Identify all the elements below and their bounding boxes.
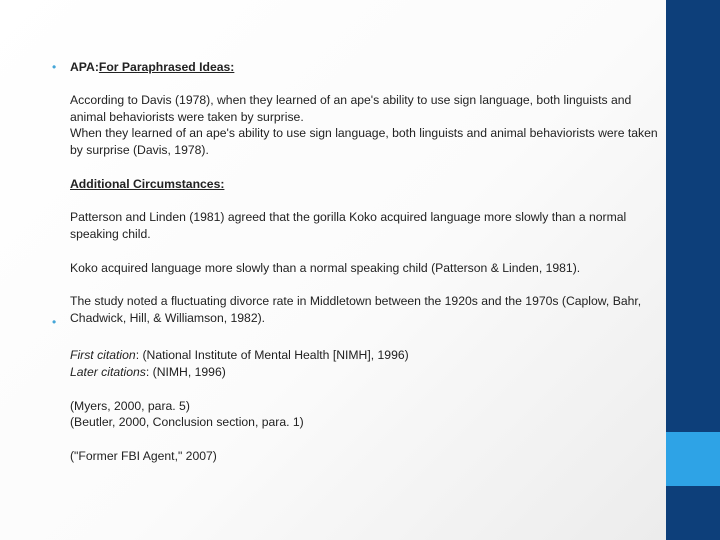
additional-circumstances-heading: Additional Circumstances:	[70, 177, 225, 191]
first-citation-label: First citation	[70, 348, 136, 362]
bullet-2: •	[52, 315, 57, 329]
patterson-example-2: Koko acquired language more slowly than a normal speaking child (Patterson & Linden, 1981).	[70, 261, 581, 275]
later-citation-text: : (NIMH, 1996)	[145, 365, 226, 379]
sidebar-accent-block	[666, 432, 720, 486]
heading-paraphrased	[70, 59, 660, 76]
paraphrase-example-1: According to Davis (1978), when they learned of an ape's ability to use sign language, both linguists and animal behaviorists were taken by surprise.	[70, 93, 632, 124]
heading-title: For Paraphrased Ideas:	[98, 60, 235, 74]
later-citation-label: Later citations	[70, 365, 146, 379]
paraphrase-example-2: When they learned of an ape's ability to use sign language, both linguists and animal behaviorists were taken by surprise (Davis, 1978).	[70, 126, 658, 157]
later-citation-line	[70, 364, 660, 381]
heading-prefix: APA:	[70, 60, 99, 74]
first-citation-text: : (National Institute of Mental Health [NIMH], 1996)	[135, 348, 409, 362]
patterson-example-1: Patterson and Linden (1981) agreed that the gorilla Koko acquired language more slowly than a normal speaking child.	[70, 210, 627, 241]
caplow-example: The study noted a fluctuating divorce rate in Middletown between the 1920s and the 1970s (Caplow, Bahr, Chadwick, Hill, & Williamson, 1982).	[70, 294, 642, 325]
first-citation-line	[70, 347, 660, 364]
bullet-1: •	[52, 60, 57, 74]
beutler-citation: (Beutler, 2000, Conclusion section, para. 1)	[70, 415, 304, 429]
fbi-citation: ("Former FBI Agent," 2007)	[70, 449, 217, 463]
myers-citation: (Myers, 2000, para. 5)	[70, 399, 190, 413]
